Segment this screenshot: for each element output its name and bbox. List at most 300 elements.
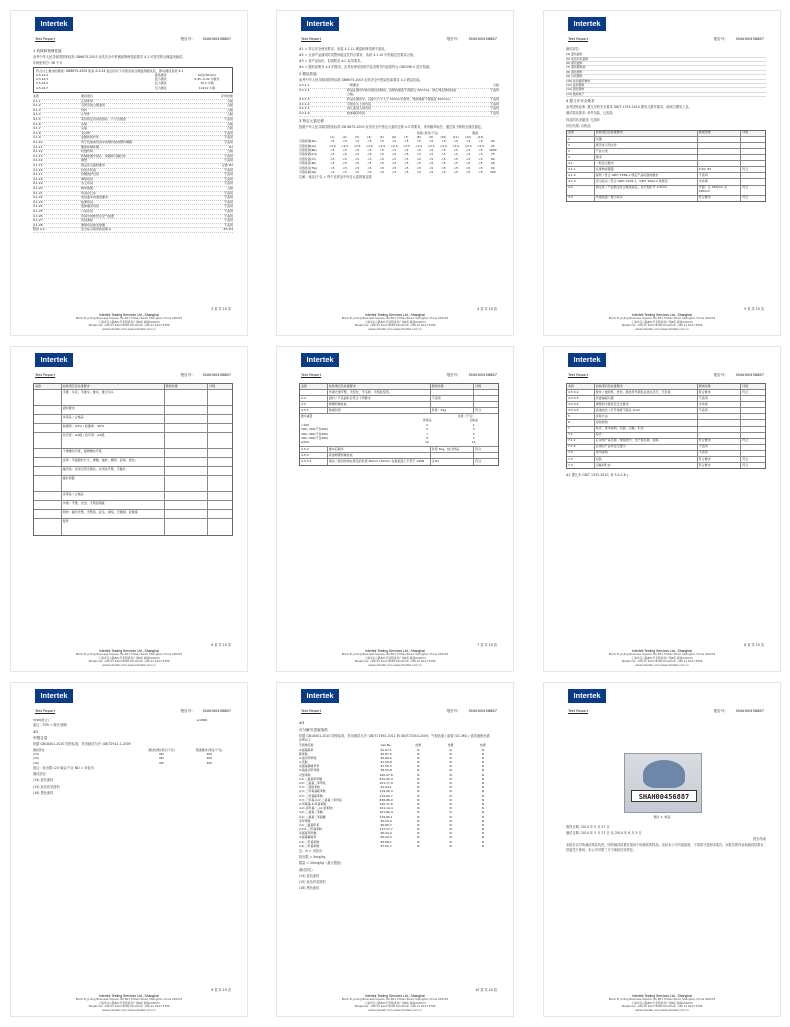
fire-row (299, 112, 499, 117)
table-cell (165, 406, 209, 414)
report-page (543, 10, 781, 336)
amine-result: N (449, 760, 452, 765)
table-cell: 7.1.2 (567, 445, 595, 450)
std-line: 参考国家标准: 婴儿车的安全要求 GB/T 1333-2010 婴幼儿推车要求。测试日期见上页。 (566, 105, 692, 110)
stroller-image (643, 760, 685, 788)
table-cell: 色牢度：≥4级 / 色牢度：≥3级 (62, 433, 165, 448)
heavy-col: (3) (354, 134, 360, 139)
amine-name: 邻氨基偶氮甲苯 (299, 764, 320, 769)
page-header (301, 37, 497, 45)
page-number: 5 页 共 10 页 (744, 306, 764, 311)
amine-result: N (417, 835, 420, 840)
footer-tel: Telephone: +86 21 6127 8200 Facsimile: +86 21 6127 8789 (88, 1004, 170, 1008)
footer-addr_cn: 上海市宜山路801号金陵商务广场B座 邮编200233 (364, 1000, 426, 1005)
clause-no: 4.1.5 (33, 117, 41, 122)
amine-name: 4,4'-二氨基二苯甲烷 (299, 781, 326, 786)
note-line: #1 = 符合安全使用要求，条款 4.1.11 绳索和弹性绳不适用。 (299, 47, 388, 51)
page-body (33, 719, 233, 797)
table-cell (34, 424, 62, 432)
test-report-label: Test Report (301, 373, 322, 377)
heavy-col: (9) (429, 134, 434, 139)
clause-item: 用于包装或玩具中的塑料袋或塑料薄膜 (81, 140, 133, 144)
heavy-value: <5 (441, 170, 446, 175)
abuse-clause: A.5.24.5 (36, 81, 49, 86)
fire-item: 样品在测试中如出现自身燃烧，其燃烧速度不得超过 30mm/s，则应判定燃烧性能合格。 (347, 87, 457, 96)
clause-no: 4.1.20 (33, 185, 43, 190)
report-number (714, 37, 764, 42)
heavy-value: <2.5 (464, 143, 472, 148)
heavy-value: <5 (391, 148, 397, 153)
amine-result: N (417, 747, 420, 752)
amine-cas: 101-14-4 (379, 806, 393, 811)
clause-result: 不适用 (223, 140, 233, 144)
heavy-value: <5 (465, 152, 471, 157)
intertek-logo: Intertek (301, 353, 339, 367)
heavy-value: <5 (441, 165, 446, 170)
table-cell (34, 519, 62, 535)
heavy-value: <2.5 (439, 143, 447, 148)
table-cell: 4.5.3.5 (567, 408, 595, 413)
clause-result: 合格 #2 (221, 162, 233, 167)
intertek-logo: Intertek (301, 17, 339, 31)
footer-web: www.intertek.com www.intertek.com.cn (102, 326, 156, 331)
clause-item: 稳定性及超载要求 (81, 162, 106, 167)
table-cell (34, 449, 62, 457)
load-table-row (300, 414, 498, 447)
amine-result: N (481, 843, 484, 848)
table-cell (165, 501, 209, 509)
fire-result: 不适用 (489, 96, 499, 101)
table-cell: 3 (567, 149, 595, 154)
report-end: 报告结束 (753, 837, 766, 842)
table-cell: - (742, 413, 744, 418)
load-cell: 9 (426, 435, 428, 440)
table-cell: 测试结果 (165, 384, 209, 389)
heavy-intro: 按照中华人民共和国国家标准 GB 6675-2003 玩具安全中特定元素的迁移 4.3 的要求，采用酸萃取法，通过原子吸收光谱仪测定。 (299, 125, 485, 130)
report-number-label: 报告号: (446, 373, 459, 377)
abuse-value: 70.2 牛顿 (200, 81, 214, 86)
amine-cas: 139-65-1 (379, 814, 393, 819)
table-cell: 4.5.1 (300, 408, 328, 413)
heavy-value: <5 (391, 165, 397, 170)
requirements-table (33, 383, 233, 536)
amine-result: N (449, 810, 452, 815)
heavy-value: <5 (391, 170, 397, 175)
heavy-value: <5 (416, 165, 421, 170)
table-cell (208, 433, 232, 448)
fire-clause: 4.2.1.3 (299, 96, 310, 101)
abuse-test-row (36, 87, 230, 91)
amine-result: N (449, 843, 452, 848)
heavy-value: <5 (404, 139, 409, 144)
table-cell: 合#1 (431, 459, 475, 464)
table-cell: 必须对产品作安全警示 (595, 445, 698, 450)
requirements-table (566, 130, 766, 202)
heavy-value: <5 (441, 139, 446, 144)
abuse-test: 跌落测试 (154, 72, 167, 77)
amine-name: 2,4,5-三甲基苯胺 (299, 827, 322, 832)
table-cell: - (742, 154, 744, 159)
heavy-value: <2.5 (390, 143, 398, 148)
table-cell: 5 (567, 414, 595, 419)
heavy-value: <5 (354, 156, 360, 161)
fire-item: 一般要求 (347, 82, 360, 87)
clause-no: 4.1.19 (33, 181, 43, 186)
heavy-value: <5 (453, 152, 458, 157)
table-cell: 4.5.3.4 (567, 402, 595, 407)
clause-item: 可预见的合理滥用 (81, 103, 106, 108)
footer-addr_cn: 上海市宜山路801号金陵商务广场B座 邮编200233 (631, 655, 693, 660)
amine-name: 3,3'-二甲氧基联苯胺 (299, 789, 326, 794)
footer-company: Intertek Testing Services Ltd., Shanghai (632, 648, 692, 653)
amine-result: N (449, 768, 452, 773)
table-cell: 评级 (742, 130, 749, 135)
footer-addr_cn: 上海市宜山路801号金陵商务广场B座 邮编200233 (631, 319, 693, 324)
clause-item: 机械装置中的孔、间隙和可触及性 (81, 153, 127, 158)
sample-photo (624, 753, 702, 813)
table-cell (34, 433, 62, 448)
heavy-value: <5 (404, 148, 409, 153)
amine-cas: 91-94-1 (380, 785, 392, 790)
clause-item: 热源玩具 (81, 199, 94, 204)
intertek-logo: Intertek (568, 17, 606, 31)
photo-report-label: SHAH00456887 (631, 790, 697, 802)
abuse-box-text: 符合以上要求的测试: GB6675-2003 附录 A.5.24 进行的以下可预见的合理滥用测试后，即对测试条款 4.1 (36, 69, 184, 74)
heavy-value: <5 (342, 139, 347, 144)
table-cell: 使用说明 (595, 451, 698, 456)
table-cell: 测试结果 (698, 384, 742, 389)
amine-result: N (481, 747, 484, 752)
clause-item: 弹射玩具的发射器 (81, 222, 106, 227)
tested-date: 测试日期: 2014 年 5 月 27 日 至 2014 年 6 月 5 日 (566, 831, 642, 836)
heavy-value: <5 (478, 161, 483, 166)
intertek-logo: Intertek (568, 689, 606, 703)
heavy-col: (1) (330, 134, 335, 139)
amine-result: N (417, 789, 420, 794)
table-cell: - (698, 137, 742, 142)
amine-result: N (449, 827, 452, 832)
heavy-value: <5 (428, 139, 434, 144)
clause-no: 4.1.24 (33, 204, 43, 209)
table-cell: 配件 (62, 519, 165, 535)
footer-web: www.intertek.com www.intertek.com.cn (635, 662, 689, 667)
heavy-col: (8) (416, 134, 421, 139)
amine-result: N (417, 814, 420, 819)
report-page (276, 10, 514, 336)
table-cell (208, 424, 232, 432)
table-cell: 4.5.3.1 (300, 459, 328, 464)
intro-text: 参考中华人民共和国国家标准 GB6675-2003 玩具安全中机械和物理性能要求 4.1 可预见的合理滥用测试。 (33, 55, 186, 60)
table-cell: 未申请 (698, 179, 742, 184)
amine-result: N (449, 789, 452, 794)
table-row (34, 424, 232, 433)
table-cell: - (698, 149, 742, 154)
table-cell: 标志、使用说明、包装、运输、贮存 (595, 427, 698, 432)
clause-item: 小零件 (81, 112, 91, 117)
heavy-value: <5 (391, 152, 397, 157)
amine-name: 联苯胺 (299, 751, 308, 756)
table-cell: 4.3 (567, 196, 595, 201)
heavy-element: 可溶性钡(Ba) (299, 148, 317, 153)
page-body (33, 47, 233, 233)
clause-result: 不适用 (223, 130, 233, 135)
heavy-value: <2.5 (328, 143, 336, 148)
amine-result: N (481, 776, 484, 781)
table-cell: 应注明产品名称、规格型号、生产商名称、商标 (595, 439, 698, 444)
sample-item: (4) 蓝色面料 (566, 53, 766, 57)
table-cell: 范围 (595, 137, 698, 142)
page-footer (287, 994, 503, 1012)
page-body (566, 47, 766, 202)
unit-note: 备注：STB = 微升/面积 (33, 723, 68, 728)
heavy-value: <5 (342, 152, 347, 157)
footer-tel: Telephone: +86 21 6127 8200 Facsimile: +86 21 6127 8789 (621, 1004, 703, 1008)
table-cell (165, 449, 209, 457)
heavy-value: <2.5 (378, 143, 386, 148)
amine-result: N (481, 768, 484, 773)
amine-result: N (481, 760, 484, 765)
report-number-value: SHAH00456887 (468, 709, 497, 713)
table-cell (165, 433, 209, 448)
amine-head-cell: Cas No. (380, 743, 392, 748)
footer-tel: Telephone: +86 21 6127 8200 Facsimile: +86 21 6127 8789 (621, 659, 703, 663)
table-cell: 检验项目及标准要求 (595, 384, 698, 389)
table-cell (34, 458, 62, 466)
abuse-clause: A.5.24.7 (36, 85, 49, 90)
page-header (35, 709, 231, 717)
clause-no: 4.1.2 (33, 103, 41, 108)
clause-result: 不适用 (223, 172, 233, 177)
amine-name: 2,4-二氨基甲苯 (299, 822, 320, 827)
amine-result: N (417, 843, 420, 848)
sample-item: (8) 黑色塑料 (566, 71, 766, 75)
heavy-value: <5 (330, 139, 335, 144)
table-cell (165, 458, 209, 466)
heavy-value: <5 (330, 161, 335, 166)
heavy-value: <5 (342, 170, 347, 175)
footer-addr: Block B, Jinling Business Square, No.801 YiShan Road, Shanghai, China 200233 (341, 316, 449, 320)
footer-tel: Telephone: +86 21 6127 8200 Facsimile: +86 21 6127 8789 (354, 323, 436, 327)
footer-company: Intertek Testing Services Ltd., Shanghai (99, 993, 159, 998)
form-cell: (14) (33, 751, 39, 756)
fire-clause: 4.2.1.5 (299, 106, 310, 111)
form-cell: 300 (206, 751, 212, 756)
amine-result: N (481, 789, 484, 794)
clause-item: 水上玩具 (81, 181, 94, 186)
table-row (567, 196, 765, 201)
table-cell: 4 (567, 155, 595, 160)
table-cell: - (742, 395, 744, 400)
clause-no: 4.1.9 (33, 135, 41, 140)
heavy-element: 可溶性铅(Pb) (299, 161, 317, 166)
amine-name: 3,3'-二氯联苯胺 (299, 785, 320, 790)
load-row (301, 441, 497, 445)
report-number-label: 报告号: (180, 709, 193, 713)
clause-item: 材料 (81, 107, 88, 112)
table-cell: - (742, 432, 744, 437)
page-footer (554, 994, 770, 1012)
table-cell: 评级 (209, 383, 216, 388)
amine-result: N (417, 772, 420, 777)
photo-caption: 图片 1: 样品 (653, 815, 671, 819)
amine-cas: 101-80-4 (379, 810, 393, 815)
amine-result: N (417, 801, 420, 806)
intertek-logo: Intertek (35, 353, 73, 367)
form-cell: 300 (206, 760, 212, 765)
footer-addr: Block B, Jinling Business Square, No.801 YiShan Road, Shanghai, China 200233 (608, 316, 716, 320)
heavy-value: <5 (465, 161, 471, 166)
table-cell (208, 449, 232, 457)
heavy-value: <5 (465, 170, 471, 175)
page-number: 7 页 共 10 页 (477, 642, 497, 647)
footer-addr: Block B, Jinling Business Square, No.801 YiShan Road, Shanghai, China 200233 (75, 652, 183, 656)
amine-result: N (449, 797, 452, 802)
report-page (543, 682, 781, 1017)
table-cell (34, 467, 62, 475)
clause-no: 4.1.17 (33, 172, 43, 177)
amine-cas: 615-05-4 (379, 776, 393, 781)
amine-result: N (417, 810, 420, 815)
clause-item: 突出物 (81, 130, 91, 135)
amine-name: 3,3'-二甲基联苯胺 (299, 793, 323, 798)
form-cell: ND (159, 756, 164, 761)
clause-no: 4.1.18 (33, 176, 43, 181)
clause-item: 电动童车的速度要求 (81, 195, 109, 200)
section-title: 4 婴儿车安全要求 (566, 99, 595, 104)
nd-note: 备注：检出限=20 毫克/千克 ND = 未检出 (33, 766, 94, 771)
clause-result: 不适用 (223, 117, 233, 122)
table-cell: - (698, 427, 742, 432)
table-cell: - (698, 155, 742, 160)
report-number (181, 373, 231, 378)
heavy-col: (12) (465, 134, 472, 139)
amine-cas: 95-68-1 (380, 839, 392, 844)
load-cell: 160~300(不含300) (301, 427, 329, 432)
footer-tel: Telephone: +86 21 6127 8200 Facsimile: +86 21 6127 8789 (621, 323, 703, 327)
age-group: 年龄组划分: 36 个月 (33, 61, 63, 66)
form-cell: ND (159, 751, 164, 756)
amine-cas: 60-09-3 (380, 835, 392, 840)
table-cell: 0.60, 83 (698, 167, 742, 172)
form-cell: ND (159, 760, 164, 765)
fire-result: 合格 (492, 82, 499, 87)
amine-result: N (481, 831, 484, 836)
table-cell: - (475, 395, 477, 400)
col-item: 测试项目 (81, 94, 94, 99)
table-cell (208, 510, 232, 518)
table-cell: 符合 (475, 459, 482, 464)
clause-result: 合格 (226, 107, 233, 112)
sample-item: (12) 银色塑料 (566, 88, 766, 92)
table-cell: 试验方法 (595, 414, 698, 419)
amine-result: N (481, 835, 484, 840)
form-cell: (16) (33, 760, 39, 765)
clause-no: 4.1.12 (33, 149, 43, 154)
footer-company: Intertek Testing Services Ltd., Shanghai (99, 312, 159, 317)
heavy-col: (11) (452, 134, 459, 139)
heavy-value: <5 (441, 152, 446, 157)
clause-result: 不适用 (223, 208, 233, 213)
clause-result: 不适用 (223, 176, 233, 181)
form-head-cell: 测试结果(毫克/千克) (148, 747, 175, 752)
table-cell: 4.1.3 (567, 179, 595, 184)
table-cell: 外观：平整、光洁、无明显瑕疵 (62, 501, 165, 509)
heavy-value: <5 (478, 165, 483, 170)
footer-company: Intertek Testing Services Ltd., Shanghai (99, 648, 159, 653)
report-page (276, 346, 514, 672)
table-cell: - (742, 136, 744, 141)
page-number: 4 页 共 10 页 (477, 306, 497, 311)
report-number-value: SHAH00456887 (735, 373, 764, 377)
amine-result: N (481, 827, 484, 832)
amine-name: 4,4'-亚甲基-二-(2-氯苯胺) (299, 806, 333, 811)
table-cell: - (742, 179, 744, 184)
clause-result: 不适用 (223, 181, 233, 186)
table-cell: 规范性引用文件 (595, 143, 698, 148)
heavy-value: <5 (367, 139, 372, 144)
load-cell: 7 (426, 431, 428, 436)
heavy-value: <5 (379, 152, 384, 157)
amine-head-cell: 结果 (447, 743, 454, 748)
amine-name: 5-硝基邻甲苯胺 (299, 768, 320, 773)
amine-head-cell: 结果 (480, 743, 486, 748)
clause-result: 不适用 (223, 167, 233, 172)
fire-item: 供儿童进入的玩具 (347, 106, 372, 111)
footer-web: www.intertek.com www.intertek.com.cn (102, 1007, 156, 1012)
fire-item: 可套在头上的玩具 (347, 101, 372, 106)
heavy-value: <5 (379, 139, 384, 144)
form-cell: (15) (33, 756, 39, 761)
table-cell: 符合要求 (698, 390, 742, 395)
clause-result: 不适用 (223, 204, 233, 209)
table-cell: 符合 (742, 438, 749, 443)
page-footer (287, 649, 503, 667)
table-row (34, 476, 232, 492)
heavy-result-head: 结果 (毫克/千克) (416, 130, 439, 135)
table-cell: - (742, 407, 744, 412)
page-footer (554, 313, 770, 331)
table-row (34, 467, 232, 476)
amine-cas: 838-88-0 (379, 797, 393, 802)
table-cell (34, 406, 62, 414)
heavy-value: <5 (453, 139, 458, 144)
heavy-element: 可溶性硒(Se) (299, 170, 317, 175)
heavy-value: <5 (354, 165, 360, 170)
top-item-value: 372N(符合) (33, 718, 49, 722)
fire-clause: 4.2.1.2 (299, 87, 310, 92)
parts-label: 测试部位: (33, 772, 47, 777)
clause-result: 合格 (226, 98, 233, 103)
footer-company: Intertek Testing Services Ltd., Shanghai (365, 993, 425, 998)
report-number-value: SHAH00456887 (735, 37, 764, 41)
amine-result: N (417, 806, 420, 811)
table-cell (208, 406, 232, 414)
clause-no: 4.1.1 (33, 98, 41, 103)
footer-addr_cn: 上海市宜山路801号金陵商务广场B座 邮编200233 (98, 319, 160, 324)
amine-cas: 137-17-7 (379, 827, 393, 832)
table-cell: 7.2 (567, 451, 595, 456)
page-number: 9 页 共 10 页 (211, 987, 231, 992)
heavy-value: <5 (453, 148, 458, 153)
page-body (33, 383, 233, 536)
table-cell (474, 402, 498, 407)
amine-result: N (449, 751, 452, 756)
footer-tel: Telephone: +86 21 6127 8200 Facsimile: +86 21 6127 8789 (88, 323, 170, 327)
load-cell: 400~500(不含500) (301, 435, 329, 440)
table-row (34, 510, 232, 519)
heavy-value: <5 (330, 156, 335, 161)
heavy-limit-head: 限值 (472, 130, 479, 135)
